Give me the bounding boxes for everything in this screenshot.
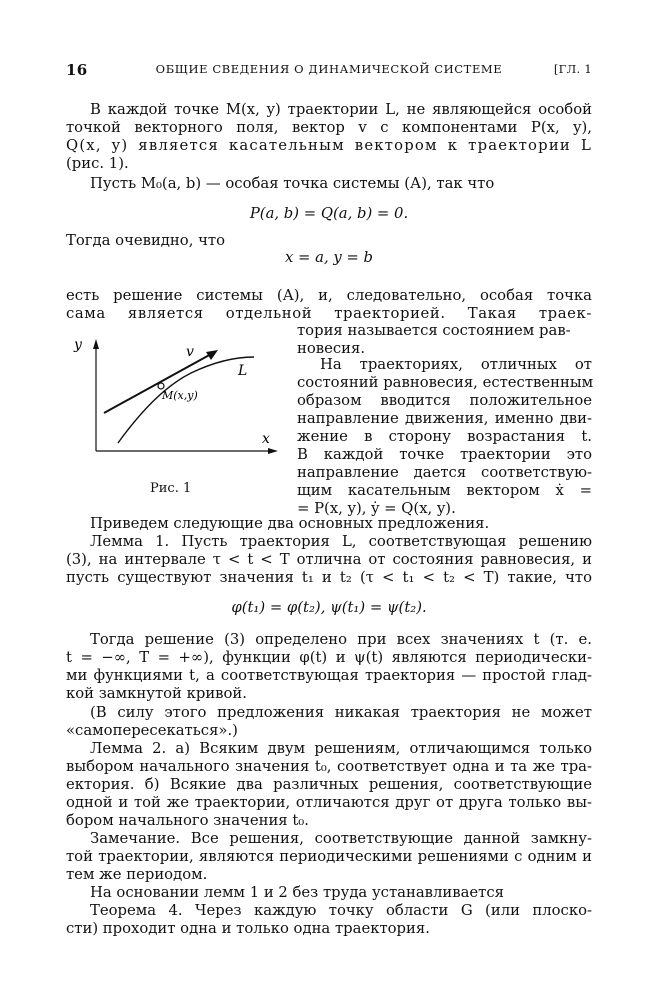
- text-line: Пусть M₀(a, b) — особая точка системы (А), так что: [90, 175, 495, 192]
- text-line: образом вводится положительное: [297, 392, 592, 409]
- text-line: бором начального значения t₀.: [66, 812, 309, 829]
- text-line: сти) проходит одна и только одна траектория.: [66, 920, 430, 937]
- text-line: жение в сторону возрастания t.: [297, 428, 592, 445]
- page-number: 16: [66, 61, 88, 79]
- text-line: Тогда очевидно, что: [66, 232, 225, 249]
- text-line: Лемма 2. а) Всяким двум решениям, отличающимся только: [90, 740, 592, 757]
- x-axis-arrow: [268, 448, 278, 454]
- text-line: (рис. 1).: [66, 155, 129, 172]
- point-label: M(x,y): [162, 389, 198, 402]
- text-line: тория называется состоянием рав-: [297, 322, 571, 339]
- curve-label: L: [238, 363, 248, 379]
- y-axis-arrow: [93, 339, 99, 349]
- text-line: Замечание. Все решения, соответствующие данной замкну-: [90, 830, 592, 847]
- text-line: одной и той же траектории, отличаются друг от друга только вы-: [66, 794, 592, 811]
- text-line: В каждой точке M(x, y) траектории L, не являющейся особой: [90, 101, 592, 118]
- text-line: пусть существуют значения t₁ и t₂ (τ < t₁ < t₂ < T) такие, что: [66, 569, 592, 586]
- trajectory-figure: [66, 333, 286, 503]
- text-line: На траекториях, отличных от: [320, 356, 592, 373]
- text-line: кой замкнутой кривой.: [66, 685, 247, 702]
- formula: P(a, b) = Q(a, b) = 0.: [249, 205, 409, 222]
- text-line: направление дается соответствую-: [297, 464, 592, 481]
- text-line: Приведем следующие два основных предложения.: [90, 515, 490, 532]
- text-line: (3), на интервале τ < t < T отлична от состояния равновесия, и: [66, 551, 592, 568]
- formula: x = a, y = b: [284, 249, 373, 266]
- text-line: новесия.: [297, 340, 366, 357]
- text-line: Лемма 1. Пусть траектория L, соответствующая решению: [90, 533, 592, 550]
- text-line: ми функциями t, а соответствующая траектория — простой глад-: [66, 667, 592, 684]
- text-line: t = −∞, T = +∞), функции φ(t) и ψ(t) являются периодически-: [66, 649, 592, 666]
- chapter-label: [ГЛ. 1: [553, 62, 592, 76]
- text-line: направление движения, именно дви-: [297, 410, 592, 427]
- text-line: «самопересекаться».): [66, 722, 238, 739]
- text-line: той траектории, являются периодическими решениями с одним и: [66, 848, 592, 865]
- text-line: выбором начального значения t₀, соответствует одна и та же тра-: [66, 758, 592, 775]
- text-line: На основании лемм 1 и 2 без труда устанавливается: [90, 884, 504, 901]
- text-line: точкой векторного поля, вектор v с компонентами P(x, y),: [66, 119, 592, 136]
- running-title: ОБЩИЕ СВЕДЕНИЯ О ДИНАМИЧЕСКОЙ СИСТЕМЕ: [155, 62, 503, 76]
- text-line: тем же периодом.: [66, 866, 208, 883]
- formula: φ(t₁) = φ(t₂), ψ(t₁) = ψ(t₂).: [231, 599, 427, 616]
- text-line: есть решение системы (А), и, следовательно, особая точка: [66, 287, 592, 304]
- figure-caption: Рис. 1: [150, 481, 192, 496]
- x-label: x: [262, 431, 270, 447]
- text-line: ектория. б) Всякие два различных решения, соответствующие: [66, 776, 592, 793]
- text-line: = P(x, y), ẏ = Q(x, y).: [297, 500, 456, 517]
- text-line: Тогда решение (3) определено при всех значениях t (т. е.: [90, 631, 592, 648]
- v-label: v: [186, 344, 194, 360]
- text-line: щим касательным вектором ẋ =: [297, 482, 592, 499]
- y-label: y: [74, 337, 82, 353]
- text-line: (В силу этого предложения никакая траектория не может: [90, 704, 592, 721]
- text-line: Теорема 4. Через каждую точку области G (или плоско-: [90, 902, 592, 919]
- text-line: сама является отдельной траекторией. Такая траек-: [66, 305, 592, 322]
- tangent-vector: [104, 353, 213, 413]
- running-header: [66, 61, 592, 81]
- text-line: В каждой точке траектории это: [297, 446, 592, 463]
- text-line: Q(x, y) является касательным вектором к траектории L: [66, 137, 592, 154]
- text-line: состояний равновесия, естественным: [297, 374, 594, 391]
